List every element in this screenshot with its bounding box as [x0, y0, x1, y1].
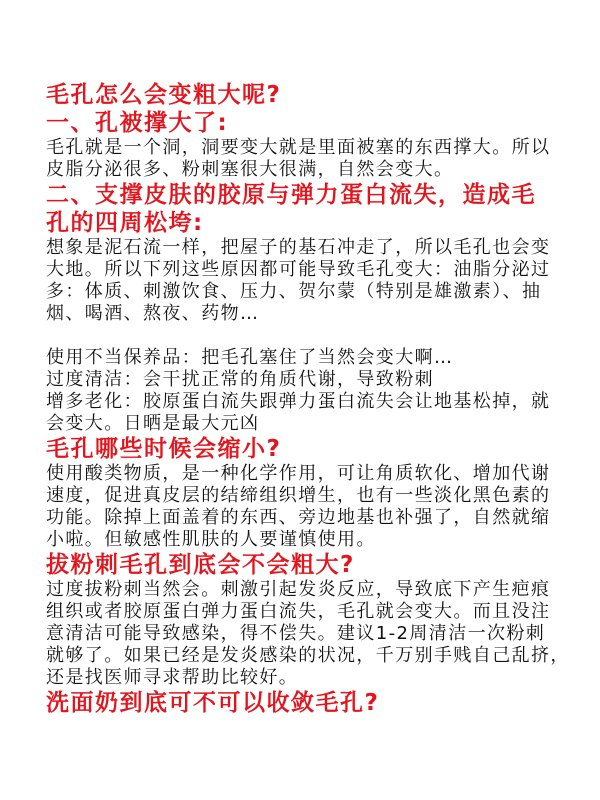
- text-line: 速度，促进真皮层的结缔组织增生，也有一些淡化黑色素的: [46, 485, 551, 506]
- text-line: 还是找医师寻求帮助比较好。: [46, 667, 299, 688]
- text-line: 就够了。如果已经是发炎感染的状况，千万别手贱自己乱挤，: [46, 645, 570, 666]
- heading-collagen-loss: [46, 181, 566, 237]
- text-line: 烟、喝酒、熬夜、药物…: [46, 303, 260, 324]
- heading-line: 毛孔哪些时候会缩小?: [46, 436, 282, 462]
- text-line: 过度拔粉刺当然会。刺激引起发炎反应，导致底下产生疤痕: [46, 579, 551, 600]
- heading-cleanser: [46, 689, 566, 717]
- text-line: 大地。所以下列这些原因都可能导致毛孔变大：油脂分泌过: [46, 259, 551, 280]
- para-extraction: [46, 579, 570, 689]
- para-pore-stretched: [46, 137, 566, 181]
- text-line: 组织或者胶原蛋白弹力蛋白流失，毛孔就会变大。而且没注: [46, 601, 551, 622]
- heading-line: 洗面奶到底可不可以收敛毛孔?: [46, 690, 380, 716]
- para-pore-shrink: [46, 463, 566, 551]
- text-line: 会变大。日晒是最大元凶: [46, 413, 260, 434]
- heading-line: 孔的四周松垮:: [46, 210, 204, 236]
- heading-line: 一、孔被撑大了:: [46, 110, 229, 136]
- article: [46, 81, 570, 717]
- text-line: 功能。除掉上面盖着的东西、旁边地基也补强了，自然就缩: [46, 507, 551, 528]
- text-line: 想象是泥石流一样，把屋子的基石冲走了，所以毛孔也会变: [46, 237, 551, 258]
- text-line: 意清洁可能导致感染，得不偿失。建议1-2周清洁一次粉刺: [46, 623, 546, 644]
- blank-line: [46, 325, 566, 347]
- text-line: 小啦。但敏感性肌肤的人要谨慎使用。: [46, 529, 376, 550]
- text-line: 增多老化：胶原蛋白流失跟弹力蛋白流失会让地基松掉，就: [46, 391, 551, 412]
- para-collagen-loss: [46, 237, 566, 325]
- heading-line: 拔粉刺毛孔到底会不会粗大?: [46, 552, 355, 578]
- text-line: 过度清洁：会干扰正常的角质代谢，导致粉刺: [46, 369, 434, 390]
- text-line: 皮脂分泌很多、粉刺塞很大很满，自然会变大。: [46, 159, 454, 180]
- heading-extraction: [46, 551, 566, 579]
- text-line: 毛孔就是一个洞，洞要变大就是里面被塞的东西撑大。所以: [46, 137, 551, 158]
- text-line: 多：体质、刺激饮食、压力、贺尔蒙（特别是雄激素）、抽: [46, 281, 542, 302]
- text-line: 使用不当保养品：把毛孔塞住了当然会变大啊…: [46, 347, 454, 368]
- heading-line: 毛孔怎么会变粗大呢?: [46, 82, 282, 108]
- title-pore-enlarge: [46, 81, 566, 137]
- heading-line: 二、支撑皮肤的胶原与弹力蛋白流失，造成毛: [46, 182, 536, 208]
- text-line: 使用酸类物质，是一种化学作用，可让角质软化、增加代谢: [46, 463, 551, 484]
- para-causes-list: [46, 347, 566, 435]
- heading-pore-shrink: [46, 435, 566, 463]
